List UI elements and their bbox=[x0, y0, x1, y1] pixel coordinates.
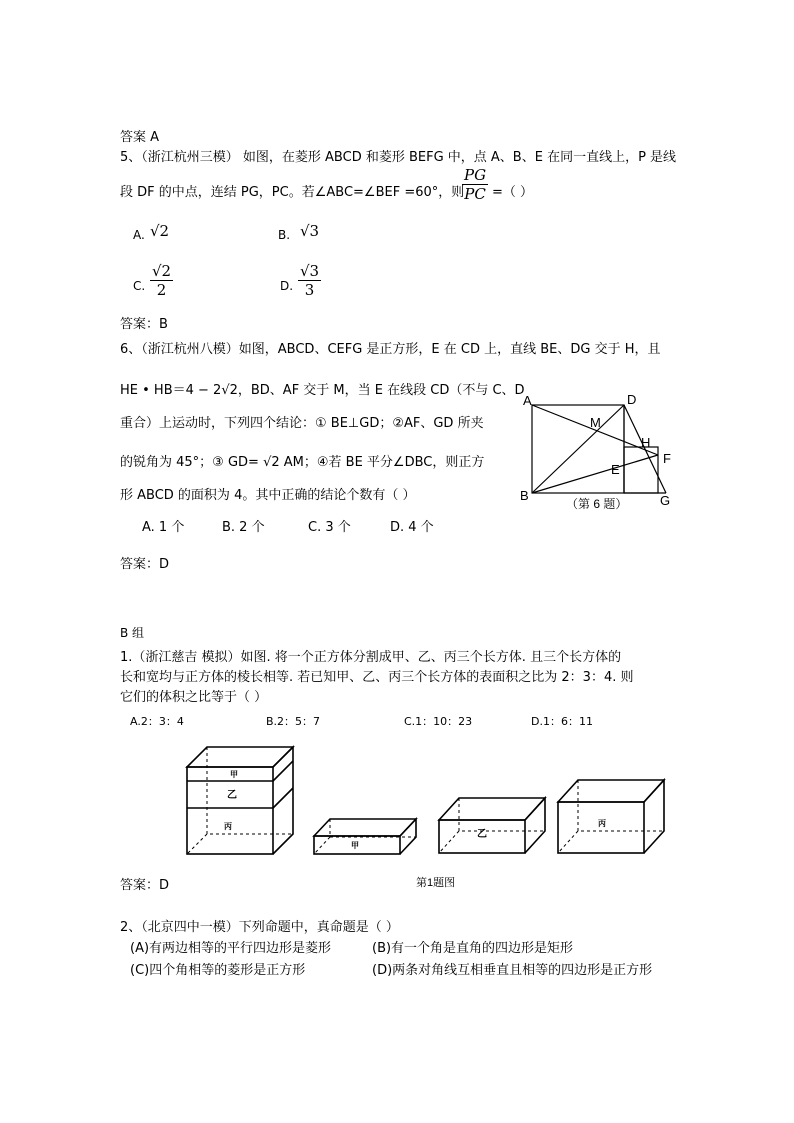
q6-stem-line4: 的锐角为 45°；③ GD= √2 AM；④若 BE 平分∠DBC，则正方 bbox=[120, 455, 485, 470]
b-q1-stem-line3: 它们的体积之比等于（ ） bbox=[120, 690, 268, 705]
q6-stem-line2: HE • HB＝4 − 2√2，BD、AF 交于 M，当 E 在线段 CD（不与 C、D bbox=[120, 383, 525, 398]
q5-option-d-fraction bbox=[298, 262, 321, 299]
fig6-label-m: M bbox=[590, 415, 601, 430]
box-label-bing: 丙 bbox=[598, 819, 606, 828]
box-bing bbox=[558, 780, 664, 853]
cube-label-jia: 甲 bbox=[230, 770, 238, 779]
fig6-label-a: A bbox=[523, 393, 532, 408]
fig6-label-e: E bbox=[611, 462, 620, 477]
box-yi bbox=[439, 798, 545, 853]
q5-option-c-fraction bbox=[150, 262, 173, 299]
cube-label-bing: 丙 bbox=[224, 822, 232, 831]
q5-fraction bbox=[462, 166, 488, 203]
fig6-label-f: F bbox=[663, 451, 671, 466]
q5-option-c-den: 2 bbox=[156, 281, 167, 299]
b-q2-stem: 2、（北京四中一模）下列命题中，真命题是（ ） bbox=[120, 920, 399, 935]
b-q1-option-a: A.2：3：4 bbox=[130, 715, 184, 728]
fig6-label-d: D bbox=[627, 392, 637, 407]
b-q1-option-c: C.1：10：23 bbox=[404, 715, 473, 728]
group-b-title: B 组 bbox=[120, 626, 145, 640]
q6-option-b: B. 2 个 bbox=[222, 520, 265, 535]
square-abcd bbox=[532, 405, 624, 493]
b-q2-option-d: (D)两条对角线互相垂直且相等的四边形是正方形 bbox=[372, 963, 653, 978]
b-q1-figure-caption: 第1题图 bbox=[416, 877, 456, 889]
q5-option-d-num: √3 bbox=[300, 262, 320, 280]
b-q1-stem-line1: 1.（浙江慈吉 模拟）如图. 将一个正方体分割成甲、乙、丙三个长方体. 且三个长方体的 bbox=[120, 650, 622, 665]
slab-jia bbox=[314, 819, 416, 854]
q5-frac-den: PC bbox=[464, 185, 486, 203]
q5-option-c-label: C. bbox=[133, 279, 146, 293]
segment-be bbox=[532, 455, 658, 493]
q5-option-b-value: √3 bbox=[300, 222, 320, 240]
q6-option-d: D. 4 个 bbox=[390, 520, 434, 535]
q6-option-c: C. 3 个 bbox=[308, 520, 351, 535]
q6-option-a: A. 1 个 bbox=[142, 520, 185, 535]
box-label-yi: 乙 bbox=[477, 829, 487, 840]
q4-answer: 答案 A bbox=[120, 130, 160, 145]
q5-option-c-num: √2 bbox=[152, 262, 172, 280]
q5-option-a-value: √2 bbox=[150, 222, 170, 240]
fig6-label-b: B bbox=[520, 488, 529, 503]
cube-label-yi: 乙 bbox=[227, 790, 237, 801]
slab-label-jia: 甲 bbox=[351, 841, 359, 850]
q5-stem-line1: 5、（浙江杭州三模） 如图，在菱形 ABCD 和菱形 BEFG 中，点 A、B、E 在同一直线上，P 是线 bbox=[120, 150, 677, 165]
q6-stem-line1: 6、（浙江杭州八模）如图，ABCD、CEFG 是正方形，E 在 CD 上，直线 BE、DG 交于 H，且 bbox=[120, 342, 661, 357]
segment-dg bbox=[624, 405, 666, 493]
q5-stem-line2: 段 DF 的中点，连结 PG，PC。若∠ABC=∠BEF =60°，则 bbox=[120, 185, 465, 200]
q5-option-b-label: B. bbox=[278, 228, 291, 242]
q5-frac-num: PG bbox=[464, 166, 487, 184]
b-q2-option-c: (C)四个角相等的菱形是正方形 bbox=[130, 963, 306, 978]
segment-bd bbox=[532, 405, 624, 493]
b-q1-stem-line2: 长和宽均与正方体的棱长相等. 若已知甲、乙、丙三个长方体的表面积之比为 2：3：4. 则 bbox=[120, 670, 634, 685]
q5-option-d-label: D. bbox=[280, 279, 294, 293]
b-q1-option-d: D.1：6：11 bbox=[531, 715, 593, 728]
b-q2-option-b: (B)有一个角是直角的四边形是矩形 bbox=[372, 941, 574, 956]
q6-answer: 答案：D bbox=[120, 557, 170, 572]
q5-stem-line2-end: =（ ） bbox=[492, 185, 534, 200]
stacked-cube bbox=[187, 747, 293, 854]
segment-af bbox=[532, 405, 658, 455]
q6-stem-line3: 重合）上运动时，下列四个结论：① BE⊥GD；②AF、GD 所夹 bbox=[120, 416, 484, 431]
b-q1-answer: 答案：D bbox=[120, 878, 170, 893]
fig6-caption: （第 6 题） bbox=[566, 497, 628, 511]
q6-stem-line5: 形 ABCD 的面积为 4。其中正确的结论个数有（ ） bbox=[120, 488, 416, 503]
q5-option-d-den: 3 bbox=[304, 281, 315, 299]
b-q1-option-b: B.2：5：7 bbox=[266, 715, 321, 728]
q5-option-a-label: A. bbox=[133, 228, 145, 242]
fig6-label-h: H bbox=[641, 435, 651, 450]
square-cefg bbox=[624, 447, 658, 493]
b-q2-option-a: (A)有两边相等的平行四边形是菱形 bbox=[130, 941, 332, 956]
q5-answer: 答案：B bbox=[120, 317, 168, 332]
fig6-label-g: G bbox=[660, 493, 671, 508]
